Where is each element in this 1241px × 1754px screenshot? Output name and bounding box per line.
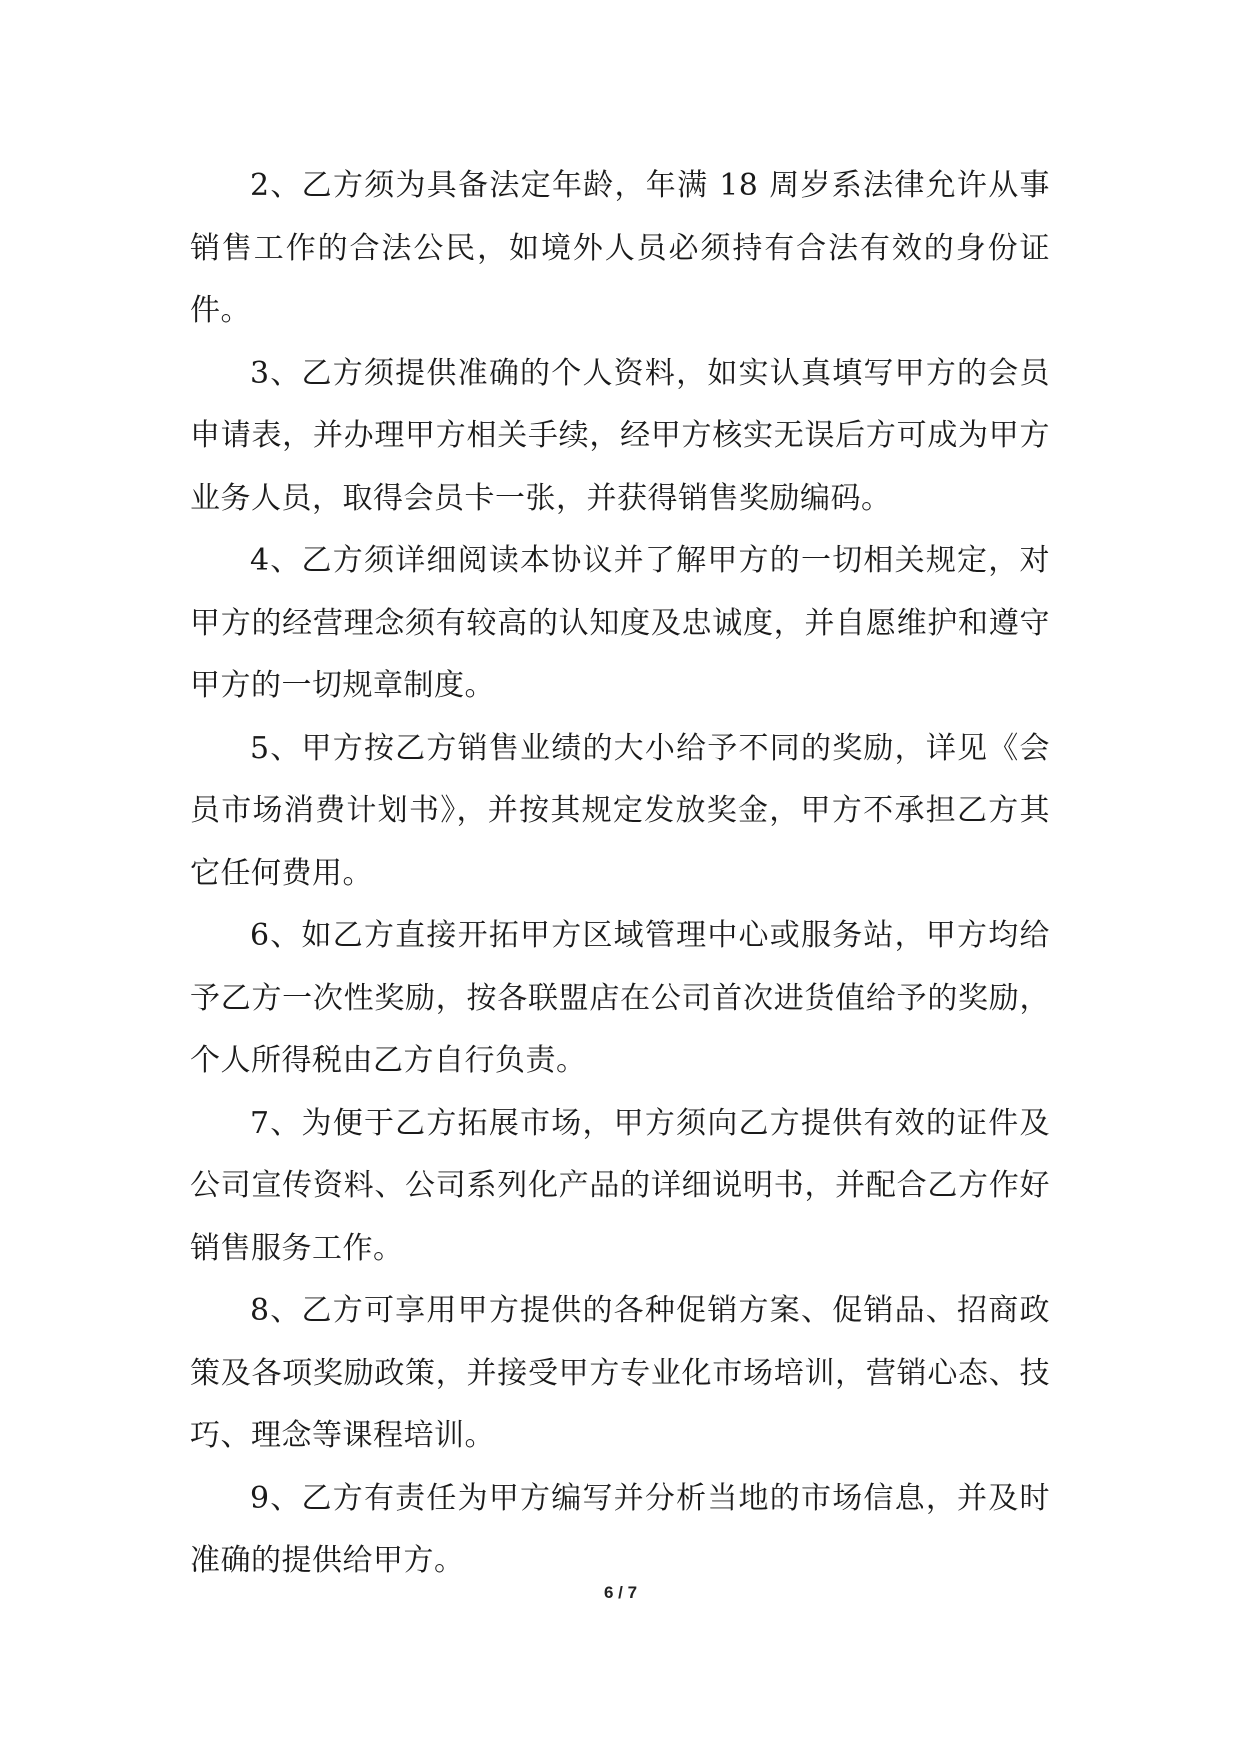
clause-2: 2、乙方须为具备法定年龄，年满 18 周岁系法律允许从事销售工作的合法公民，如境外人员必须持有合法有效的身份证件。 <box>190 168 1050 328</box>
clause-5: 5、甲方按乙方销售业绩的大小给予不同的奖励，详见《会员市场消费计划书》，并按其规定发放奖金，甲方不承担乙方其它任何费用。 <box>190 730 1050 891</box>
document-body <box>190 155 1050 1593</box>
clause-7: 7、为便于乙方拓展市场，甲方须向乙方提供有效的证件及公司宣传资料、公司系列化产品的详细说明书，并配合乙方作好销售服务工作。 <box>190 1105 1050 1266</box>
clause-9: 9、乙方有责任为甲方编写并分析当地的市场信息，并及时准确的提供给甲方。 <box>190 1480 1050 1578</box>
clause-3: 3、乙方须提供准确的个人资料，如实认真填写甲方的会员申请表，并办理甲方相关手续，经甲方核实无误后方可成为甲方业务人员，取得会员卡一张，并获得销售奖励编码。 <box>190 355 1050 516</box>
page-number: 6 / 7 <box>603 1583 638 1602</box>
clause-4: 4、乙方须详细阅读本协议并了解甲方的一切相关规定，对甲方的经营理念须有较高的认知度及忠诚度，并自愿维护和遵守甲方的一切规章制度。 <box>190 543 1050 703</box>
clause-6: 6、如乙方直接开拓甲方区域管理中心或服务站，甲方均给予乙方一次性奖励，按各联盟店在公司首次进货值给予的奖励，个人所得税由乙方自行负责。 <box>190 918 1050 1078</box>
clause-8: 8、乙方可享用甲方提供的各种促销方案、促销品、招商政策及各项奖励政策，并接受甲方专业化市场培训，营销心态、技巧、理念等课程培训。 <box>190 1293 1050 1453</box>
